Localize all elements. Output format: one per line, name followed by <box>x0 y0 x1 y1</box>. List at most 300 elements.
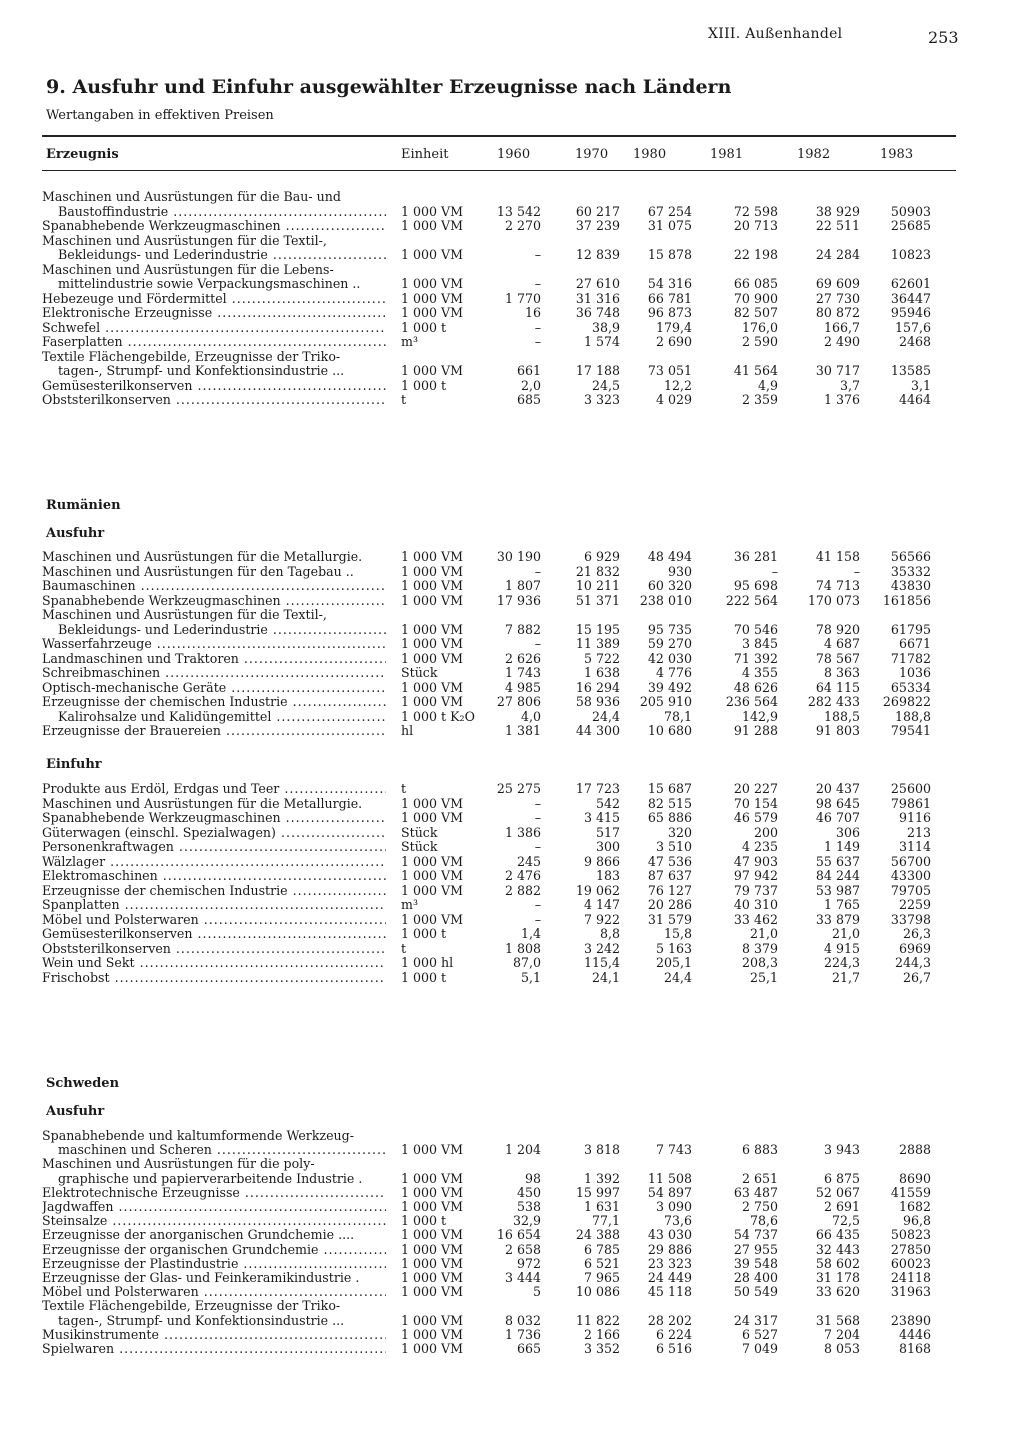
row-value-1982: 188,5 <box>823 708 860 724</box>
row-unit: 1 000 VM <box>401 636 464 651</box>
row-value-1983: 4464 <box>898 392 931 407</box>
row-unit: 1 000 VM <box>401 911 464 927</box>
row-value-1980: 3 090 <box>655 1199 692 1214</box>
row-unit: 1 000 VM <box>401 549 464 564</box>
top-rule <box>42 135 956 137</box>
row-value-1980: 6 224 <box>655 1326 692 1342</box>
row-value-1983: 26,3 <box>902 926 931 941</box>
row-unit: 1 000 VM <box>401 1142 464 1158</box>
row-value-1960: 2 270 <box>504 218 541 233</box>
row-value-1980: 7 743 <box>655 1142 692 1158</box>
row-value-1982: 53 987 <box>815 882 860 898</box>
row-unit: m³ <box>401 897 418 912</box>
row-value-1980: 45 118 <box>647 1284 692 1300</box>
row-value-1983: 33798 <box>890 911 931 927</box>
row-value-1980: 930 <box>667 563 692 579</box>
table-row <box>0 350 1024 364</box>
row-value-1981: 54 737 <box>733 1227 778 1243</box>
table-row <box>0 1243 1024 1257</box>
row-value-1980: 3 510 <box>655 839 692 854</box>
row-unit: 1 000 VM <box>401 868 464 883</box>
table-row <box>0 724 1024 738</box>
row-value-1970: 1 574 <box>583 334 620 349</box>
row-unit: 1 000 t <box>401 377 447 393</box>
table-row <box>0 681 1024 695</box>
row-value-1983: 31963 <box>890 1284 931 1300</box>
row-unit: t <box>401 781 407 796</box>
table-row <box>0 1129 1024 1143</box>
row-value-1970: 3 242 <box>583 940 620 956</box>
row-value-1960: 2 882 <box>504 882 541 898</box>
row-unit: 1 000 VM <box>401 578 464 593</box>
row-value-1970: 24 388 <box>575 1227 620 1243</box>
row-unit: 1 000 VM <box>401 1326 464 1342</box>
table-row <box>0 263 1024 277</box>
table-row <box>0 393 1024 407</box>
row-value-1970: 37 239 <box>575 218 620 233</box>
row-value-1970: 9 866 <box>583 853 620 869</box>
row-value-1983: 9116 <box>898 810 931 825</box>
row-label: maschinen und Scheren ..... <box>58 1143 386 1157</box>
row-value-1983: 2468 <box>898 334 931 349</box>
row-unit: 1 000 t <box>401 926 447 941</box>
row-value-1970: 3 415 <box>583 810 620 825</box>
table-row <box>0 306 1024 320</box>
row-value-1981: 91 288 <box>733 723 778 738</box>
row-value-1970: 24,4 <box>591 708 620 724</box>
row-value-1980: 179,4 <box>655 319 692 335</box>
table-row <box>0 840 1024 854</box>
row-value-1960: 450 <box>516 1184 541 1200</box>
row-value-1981: 176,0 <box>741 319 778 335</box>
row-value-1983: 3114 <box>898 839 931 854</box>
table-row <box>0 710 1024 724</box>
table-row <box>0 1200 1024 1214</box>
row-label: Maschinen und Ausrüstungen für die Lebens- <box>42 262 334 277</box>
row-value-1970: 6 521 <box>583 1255 620 1271</box>
row-unit: 1 000 VM <box>401 1284 464 1300</box>
column-header-1983: 1983 <box>880 147 914 162</box>
row-value-1980: 82 515 <box>647 795 692 811</box>
row-label: Spanabhebende Werkzeugmaschinen ..... <box>42 811 386 825</box>
row-value-1960: 1 386 <box>504 824 541 840</box>
row-label: Musikinstrumente ..... <box>42 1328 386 1342</box>
row-label: Möbel und Polsterwaren ..... <box>42 913 386 927</box>
row-unit: 1 000 VM <box>401 621 464 637</box>
row-value-1970: 3 352 <box>583 1341 620 1356</box>
table-row <box>0 234 1024 248</box>
row-value-1960: – <box>534 319 541 335</box>
table-row <box>0 1228 1024 1242</box>
row-value-1983: 50823 <box>890 1227 931 1243</box>
row-label: Erzeugnisse der chemischen Industrie ..... <box>42 695 386 709</box>
row-value-1980: 39 492 <box>647 679 692 695</box>
column-header-1982: 1982 <box>797 147 831 162</box>
subsection-ausfuhr-schweden: Ausfuhr <box>46 1104 105 1119</box>
row-value-1960: 538 <box>516 1199 541 1214</box>
row-value-1982: 69 609 <box>815 276 860 291</box>
table-row <box>0 913 1024 927</box>
row-value-1982: 22 511 <box>815 218 860 233</box>
row-unit: 1 000 VM <box>401 305 464 320</box>
row-value-1960: 661 <box>516 363 541 378</box>
row-value-1980: 95 735 <box>647 621 692 637</box>
row-value-1960: 245 <box>516 853 541 869</box>
row-unit: 1 000 VM <box>401 1184 464 1200</box>
row-value-1982: 24 284 <box>815 247 860 262</box>
row-value-1970: 1 631 <box>583 1199 620 1214</box>
row-unit: 1 000 VM <box>401 363 464 378</box>
running-header-section: XIII. Außenhandel <box>708 26 843 42</box>
row-value-1980: 29 886 <box>647 1241 692 1257</box>
row-value-1960: 8 032 <box>504 1312 541 1328</box>
row-value-1982: 1 149 <box>823 839 860 854</box>
row-value-1970: 60 217 <box>575 203 620 219</box>
row-value-1960: 1 808 <box>504 940 541 956</box>
row-value-1960: – <box>534 795 541 811</box>
row-value-1982: 74 713 <box>815 578 860 593</box>
row-value-1982: 282 433 <box>807 694 860 709</box>
row-unit: 1 000 t <box>401 319 447 335</box>
row-value-1981: 70 154 <box>733 795 778 811</box>
row-value-1983: 50903 <box>890 203 931 219</box>
row-value-1970: 11 389 <box>575 636 620 651</box>
row-unit: 1 000 VM <box>401 810 464 825</box>
row-value-1970: 24,5 <box>591 377 620 393</box>
row-value-1981: 24 317 <box>733 1312 778 1328</box>
table-row <box>0 321 1024 335</box>
row-value-1980: 54 897 <box>647 1184 692 1200</box>
row-unit: Stück <box>401 665 438 680</box>
row-value-1960: 1 204 <box>504 1142 541 1158</box>
row-value-1970: 1 638 <box>583 665 620 680</box>
row-unit: t <box>401 940 407 956</box>
row-value-1960: 685 <box>516 392 541 407</box>
row-label: tagen-, Strumpf- und Konfektionsindustrie ... <box>58 364 345 378</box>
row-value-1981: 66 085 <box>733 276 778 291</box>
row-value-1982: 166,7 <box>823 319 860 335</box>
row-value-1980: 65 886 <box>647 810 692 825</box>
column-header-1970: 1970 <box>575 147 609 162</box>
row-value-1983: 56566 <box>890 549 931 564</box>
row-value-1983: 213 <box>906 824 931 840</box>
row-value-1970: 6 929 <box>583 549 620 564</box>
table-row <box>0 335 1024 349</box>
row-value-1970: 517 <box>595 824 620 840</box>
row-value-1960: – <box>534 247 541 262</box>
country-title-schweden: Schweden <box>46 1076 120 1091</box>
table-row <box>0 1157 1024 1171</box>
row-value-1981: 8 379 <box>741 940 778 956</box>
row-unit: 1 000 t K₂O <box>401 708 475 724</box>
row-unit: 1 000 VM <box>401 247 464 262</box>
row-value-1970: 12 839 <box>575 247 620 262</box>
row-value-1960: 2,0 <box>520 377 541 393</box>
row-value-1960: 4,0 <box>520 708 541 724</box>
row-value-1980: 15 878 <box>647 247 692 262</box>
row-value-1983: 8168 <box>898 1341 931 1356</box>
row-unit: 1 000 VM <box>401 795 464 811</box>
table-row <box>0 205 1024 219</box>
row-value-1981: 7 049 <box>741 1341 778 1356</box>
row-label: Maschinen und Ausrüstungen für die Textil-, <box>42 233 327 248</box>
row-value-1981: 2 590 <box>741 334 778 349</box>
row-value-1980: 6 516 <box>655 1341 692 1356</box>
row-label: Gemüsesterilkonserven ..... <box>42 379 386 393</box>
row-value-1980: 15,8 <box>663 926 692 941</box>
row-unit: 1 000 VM <box>401 1270 464 1285</box>
table-row <box>0 652 1024 666</box>
row-unit: 1 000 VM <box>401 1170 464 1186</box>
row-unit: 1 000 VM <box>401 679 464 695</box>
row-value-1982: 170 073 <box>807 592 860 608</box>
row-value-1970: 10 211 <box>575 578 620 593</box>
row-value-1983: 1682 <box>898 1199 931 1214</box>
row-label: Kalirohsalze und Kalidüngemittel ..... <box>58 710 386 724</box>
row-value-1982: 78 567 <box>815 650 860 666</box>
table-row <box>0 579 1024 593</box>
row-value-1982: 27 730 <box>815 290 860 306</box>
row-label: Wein und Sekt ..... <box>42 956 386 970</box>
row-unit: Stück <box>401 824 438 840</box>
row-value-1981: 4 235 <box>741 839 778 854</box>
row-label: Maschinen und Ausrüstungen für die Metallurgie. <box>42 796 363 811</box>
row-value-1983: 1036 <box>898 665 931 680</box>
row-value-1981: 63 487 <box>733 1184 778 1200</box>
row-value-1982: 33 879 <box>815 911 860 927</box>
header-rule <box>42 170 956 171</box>
row-label: Optisch-mechanische Geräte ..... <box>42 681 386 695</box>
table-title: 9. Ausfuhr und Einfuhr ausgewählter Erzeugnisse nach Ländern <box>46 76 732 98</box>
row-value-1981: 28 400 <box>733 1270 778 1285</box>
row-unit: 1 000 VM <box>401 290 464 306</box>
row-label: Jagdwaffen ..... <box>42 1200 386 1214</box>
row-unit: 1 000 VM <box>401 1227 464 1243</box>
row-unit: 1 000 VM <box>401 218 464 233</box>
row-value-1980: 24 449 <box>647 1270 692 1285</box>
row-value-1981: 50 549 <box>733 1284 778 1300</box>
row-value-1983: 43300 <box>890 868 931 883</box>
row-value-1983: 26,7 <box>902 969 931 985</box>
row-value-1981: 41 564 <box>733 363 778 378</box>
row-value-1983: 36447 <box>890 290 931 306</box>
row-unit: 1 000 VM <box>401 650 464 666</box>
table-row <box>0 956 1024 970</box>
row-unit: 1 000 t <box>401 969 447 985</box>
row-value-1980: 10 680 <box>647 723 692 738</box>
row-unit: 1 000 VM <box>401 1255 464 1271</box>
table-row <box>0 782 1024 796</box>
row-label: Maschinen und Ausrüstungen für die Bau- und <box>42 190 341 204</box>
row-value-1983: 25685 <box>890 218 931 233</box>
row-value-1960: 16 654 <box>496 1227 541 1243</box>
row-value-1982: 21,7 <box>831 969 860 985</box>
row-value-1970: 2 166 <box>583 1326 620 1342</box>
row-label: Hebezeuge und Fördermittel ..... <box>42 292 386 306</box>
row-label: Spanabhebende Werkzeugmaschinen ..... <box>42 594 386 608</box>
table-row <box>0 942 1024 956</box>
row-label: Erzeugnisse der Plastindustrie ..... <box>42 1257 386 1271</box>
row-label: Maschinen und Ausrüstungen für die Metallurgie. <box>42 550 363 564</box>
row-value-1970: 51 371 <box>575 592 620 608</box>
row-value-1980: 15 687 <box>647 781 692 796</box>
row-value-1970: 7 922 <box>583 911 620 927</box>
row-value-1982: 58 602 <box>815 1255 860 1271</box>
row-value-1981: 20 227 <box>733 781 778 796</box>
row-label: Maschinen und Ausrüstungen für die poly- <box>42 1157 315 1172</box>
row-value-1983: 6969 <box>898 940 931 956</box>
table-row <box>0 1342 1024 1356</box>
row-label: Faserplatten ..... <box>42 335 386 349</box>
row-value-1970: 17 723 <box>575 781 620 796</box>
row-value-1960: 665 <box>516 1341 541 1356</box>
row-value-1970: 31 316 <box>575 290 620 306</box>
row-label: Baustoffindustrie ..... <box>58 205 386 219</box>
table-row <box>0 1214 1024 1228</box>
row-value-1960: – <box>534 334 541 349</box>
row-unit: 1 000 VM <box>401 853 464 869</box>
row-unit: 1 000 VM <box>401 1241 464 1257</box>
row-value-1980: 96 873 <box>647 305 692 320</box>
row-label: Möbel und Polsterwaren ..... <box>42 1285 386 1299</box>
row-value-1983: 23890 <box>890 1312 931 1328</box>
row-label: Textile Flächengebilde, Erzeugnisse der Triko- <box>42 349 341 364</box>
row-value-1983: 24118 <box>890 1270 931 1285</box>
row-label: Personenkraftwagen ..... <box>42 840 386 854</box>
row-unit: 1 000 VM <box>401 1312 464 1328</box>
row-value-1970: 17 188 <box>575 363 620 378</box>
row-value-1980: 31 579 <box>647 911 692 927</box>
row-value-1970: 300 <box>595 839 620 854</box>
row-value-1960: 7 882 <box>504 621 541 637</box>
row-value-1981: 2 651 <box>741 1170 778 1186</box>
row-value-1970: 8,8 <box>599 926 620 941</box>
row-value-1983: 62601 <box>890 276 931 291</box>
table-row <box>0 797 1024 811</box>
row-value-1960: 5,1 <box>520 969 541 985</box>
row-label: Obststerilkonserven ..... <box>42 942 386 956</box>
row-value-1960: 13 542 <box>496 203 541 219</box>
row-value-1982: 2 490 <box>823 334 860 349</box>
row-value-1980: 4 029 <box>655 392 692 407</box>
row-value-1970: 58 936 <box>575 694 620 709</box>
row-value-1960: 1 743 <box>504 665 541 680</box>
row-value-1983: 13585 <box>890 363 931 378</box>
row-unit: 1 000 VM <box>401 882 464 898</box>
table-row <box>0 1314 1024 1328</box>
row-value-1983: 10823 <box>890 247 931 262</box>
table-row <box>0 1285 1024 1299</box>
row-value-1960: 3 444 <box>504 1270 541 1285</box>
row-value-1960: 972 <box>516 1255 541 1271</box>
row-label: Maschinen und Ausrüstungen für den Tagebau .. <box>42 564 354 579</box>
row-value-1960: – <box>534 276 541 291</box>
row-value-1982: 80 872 <box>815 305 860 320</box>
row-value-1982: 8 053 <box>823 1341 860 1356</box>
table-row <box>0 1186 1024 1200</box>
row-value-1982: 30 717 <box>815 363 860 378</box>
row-value-1982: 33 620 <box>815 1284 860 1300</box>
subsection-ausfuhr-rumaenien: Ausfuhr <box>46 526 105 541</box>
row-unit: 1 000 t <box>401 1213 447 1229</box>
row-value-1981: – <box>771 563 778 579</box>
table-row <box>0 927 1024 941</box>
row-value-1982: 78 920 <box>815 621 860 637</box>
row-value-1981: 97 942 <box>733 868 778 883</box>
row-value-1981: 208,3 <box>741 955 778 970</box>
table-row <box>0 248 1024 262</box>
row-value-1960: 1 381 <box>504 723 541 738</box>
row-value-1981: 70 546 <box>733 621 778 637</box>
row-value-1981: 33 462 <box>733 911 778 927</box>
row-value-1960: 1 736 <box>504 1326 541 1342</box>
row-value-1981: 3 845 <box>741 636 778 651</box>
row-unit: 1 000 VM <box>401 563 464 579</box>
row-value-1960: 2 626 <box>504 650 541 666</box>
row-value-1982: 31 568 <box>815 1312 860 1328</box>
row-label: Spanplatten ..... <box>42 898 386 912</box>
row-value-1970: 19 062 <box>575 882 620 898</box>
row-label: Textile Flächengebilde, Erzeugnisse der Triko- <box>42 1299 341 1314</box>
row-value-1970: 15 997 <box>575 1184 620 1200</box>
row-value-1981: 236 564 <box>725 694 778 709</box>
row-value-1960: – <box>534 810 541 825</box>
row-value-1983: 4446 <box>898 1326 931 1342</box>
row-value-1980: 320 <box>667 824 692 840</box>
column-header-erzeugnis: Erzeugnis <box>46 147 119 162</box>
row-label: Frischobst ..... <box>42 971 386 985</box>
row-label: Erzeugnisse der Brauereien ..... <box>42 724 386 738</box>
row-value-1983: 41559 <box>890 1184 931 1200</box>
row-value-1980: 59 270 <box>647 636 692 651</box>
table-row <box>0 277 1024 291</box>
row-value-1982: 46 707 <box>815 810 860 825</box>
row-label: Wälzlager ..... <box>42 855 386 869</box>
row-value-1983: 35332 <box>890 563 931 579</box>
row-value-1982: 84 244 <box>815 868 860 883</box>
row-value-1982: 32 443 <box>815 1241 860 1257</box>
row-value-1970: 3 323 <box>583 392 620 407</box>
row-value-1981: 78,6 <box>749 1213 778 1229</box>
table-row <box>0 550 1024 564</box>
row-value-1981: 47 903 <box>733 853 778 869</box>
row-unit: 1 000 VM <box>401 694 464 709</box>
row-value-1981: 200 <box>753 824 778 840</box>
row-value-1960: 17 936 <box>496 592 541 608</box>
row-label: Erzeugnisse der Glas- und Feinkeramikindustrie . <box>42 1271 360 1285</box>
table-row <box>0 971 1024 985</box>
row-value-1980: 31 075 <box>647 218 692 233</box>
column-header-1981: 1981 <box>710 147 744 162</box>
row-unit: m³ <box>401 334 418 349</box>
row-value-1981: 40 310 <box>733 897 778 912</box>
row-value-1970: 77,1 <box>591 1213 620 1229</box>
row-value-1983: 79541 <box>890 723 931 738</box>
row-value-1970: 15 195 <box>575 621 620 637</box>
table-row <box>0 292 1024 306</box>
row-value-1981: 27 955 <box>733 1241 778 1257</box>
table-row <box>0 190 1024 204</box>
row-value-1983: 56700 <box>890 853 931 869</box>
table-row <box>0 855 1024 869</box>
table-row <box>0 565 1024 579</box>
row-value-1970: 38,9 <box>591 319 620 335</box>
row-value-1982: 3,7 <box>839 377 860 393</box>
row-unit: 1 000 VM <box>401 592 464 608</box>
row-value-1982: 38 929 <box>815 203 860 219</box>
row-value-1983: 79861 <box>890 795 931 811</box>
row-value-1980: 5 163 <box>655 940 692 956</box>
